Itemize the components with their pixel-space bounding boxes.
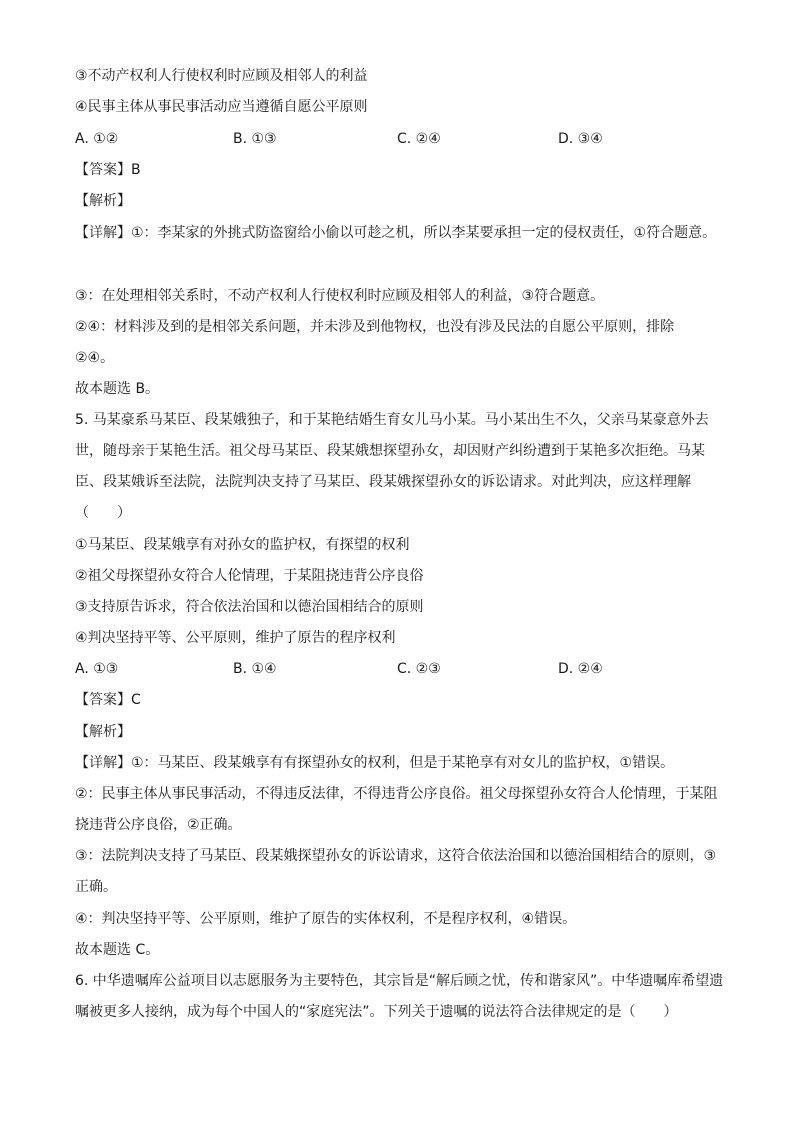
q5-detail-tag: 【详解】 (75, 755, 131, 771)
q5-option-a: A. ①③ (75, 661, 119, 677)
q5-item-1: ①马某臣、段某娥享有对孙女的监护权，有探望的权利 (75, 537, 410, 553)
q4-detail-2: ③：在处理相邻关系时，不动产权利人行使权利时应顾及相邻人的利益，③符合题意。 (75, 288, 605, 304)
q5-stem-1: 5. 马某豪系马某臣、段某娥独子，和于某艳结婚生育女儿马小某。马小某出生不久，父亲马某豪意外去 (75, 412, 709, 428)
q5-item-3: ③支持原告诉求，符合依法治国和以德治国相结合的原则 (75, 599, 424, 615)
q5-answer-value: C (131, 692, 141, 708)
q5-detail-1 (75, 753, 674, 773)
q5-conclusion: 故本题选 C。 (75, 942, 160, 958)
q4-answer (75, 160, 141, 180)
q4-answer-value: B (131, 162, 141, 178)
q6-stem-2: 嘱被更多人接纳，成为每个中国人的“家庭宪法”。下列关于遗嘱的说法符合法律规定的是（ ） (75, 1004, 678, 1020)
q5-option-c: C. ②③ (397, 661, 441, 677)
q4-detail-1-text: ①：李某家的外挑式防盗窗给小偷以可趁之机，所以李某要承担一定的侵权责任，①符合题意。 (131, 225, 717, 241)
q5-item-2: ②祖父母探望孙女符合人伦情理，于某阻挠违背公序良俗 (75, 568, 424, 584)
q5-item-4: ④判决坚持平等、公平原则，维护了原告的程序权利 (75, 630, 396, 646)
q6-stem-1: 6. 中华遗嘱库公益项目以志愿服务为主要特色，其宗旨是“解后顾之忧，传和谐家风”。中华遗嘱库希望遗 (75, 973, 724, 989)
q5-option-d: D. ②④ (558, 661, 603, 677)
q5-stem-2: 世，随母亲于某艳生活。祖父母马某臣、段某娥想探望孙女，却因财产纠纷遭到于某艳多次拒绝。马某 (75, 443, 705, 459)
q4-option-a: A. ①② (75, 131, 119, 147)
q4-option-d: D. ③④ (558, 131, 603, 147)
q4-detail-3b: ②④。 (75, 350, 115, 366)
q4-detail-tag: 【详解】 (75, 225, 131, 241)
q4-options (75, 129, 755, 149)
q4-option-c: C. ②④ (397, 131, 441, 147)
q4-analysis-tag: 【解析】 (75, 193, 131, 209)
q5-detail-2a: ②：民事主体从事民事活动，不得违反法律，不得违背公序良俗。祖父母探望孙女符合人伦情理，于某阻 (75, 786, 718, 802)
q5-option-b: B. ①④ (233, 661, 277, 677)
q5-stem-4: （ ） (75, 505, 131, 521)
q5-detail-4: ④：判决坚持平等、公平原则，维护了原告的实体权利，不是程序权利，④错误。 (75, 911, 577, 927)
q5-answer-tag: 【答案】 (75, 692, 131, 708)
q5-options (75, 659, 755, 679)
q4-detail-3a: ②④：材料涉及到的是相邻关系问题，并未涉及到他物权，也没有涉及民法的自愿公平原则，排除 (75, 319, 675, 335)
q4-item-4: ④民事主体从事民事活动应当遵循自愿公平原则 (75, 99, 368, 115)
q5-detail-1-text: ①：马某臣、段某娥享有有探望孙女的权利，但是于某艳享有对女儿的监护权，①错误。 (131, 755, 675, 771)
q5-analysis-tag: 【解析】 (75, 724, 131, 740)
q4-detail-1 (75, 223, 716, 243)
q4-answer-tag: 【答案】 (75, 162, 131, 178)
q4-option-b: B. ①③ (233, 131, 277, 147)
q5-detail-2b: 挠违背公序良俗，②正确。 (75, 817, 242, 833)
q4-item-3: ③不动产权利人行使权利时应顾及相邻人的利益 (75, 68, 368, 84)
q5-detail-3b: 正确。 (75, 879, 117, 895)
q4-conclusion: 故本题选 B。 (75, 381, 160, 397)
q5-answer (75, 690, 141, 710)
q5-detail-3a: ③：法院判决支持了马某臣、段某娥探望孙女的诉讼请求，这符合依法治国和以德治国相结合的原则，③ (75, 848, 717, 864)
q5-stem-3: 臣、段某娥诉至法院，法院判决支持了马某臣、段某娥探望孙女的诉讼请求。对此判决，应这样理解 (75, 474, 691, 490)
